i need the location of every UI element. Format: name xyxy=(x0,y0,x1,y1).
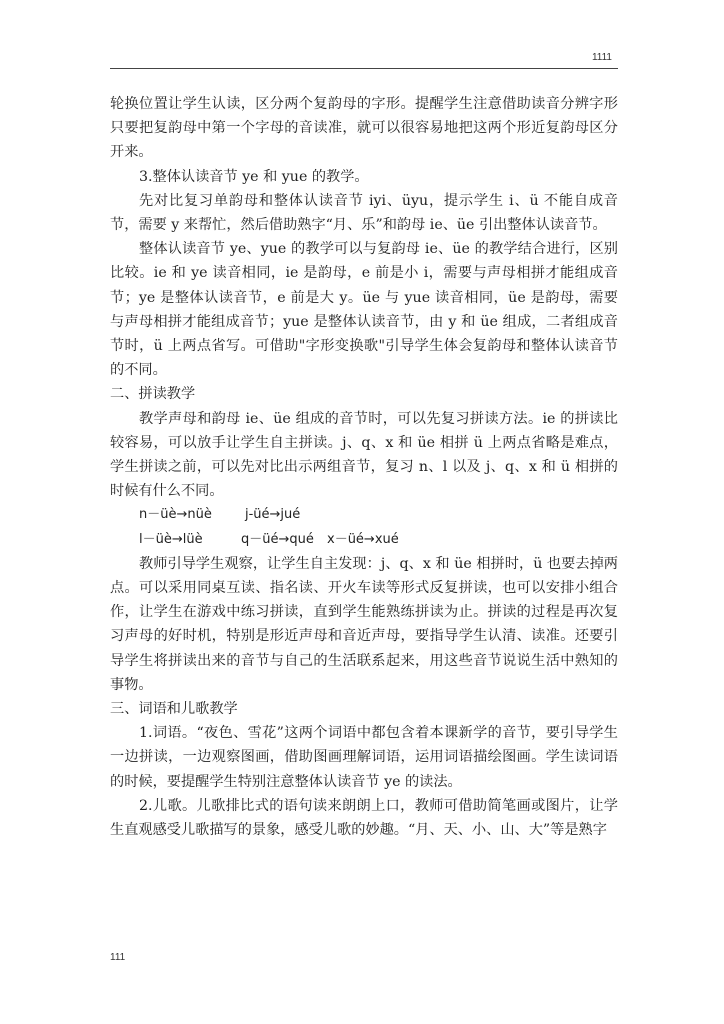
paragraph-2: 先对比复习单韵母和整体认读音节 iyi、üyu，提示学生 i、ü 不能自成音节，需要 y 来帮忙，然后借助熟字“月、乐”和韵母 ie、üe 引出整体认读音节。 xyxy=(110,192,618,234)
heading-words-and-rhymes: 三、词语和儿歌教学 xyxy=(110,701,238,718)
formula-q-ue: q－üé→qué xyxy=(241,531,314,547)
paragraph-4: 教学声母和韵母 ie、üe 组成的音节时，可以先复习拼读方法。ie 的拼读比较容易，可以放手让学生自主拼读。j、q、x 和 üe 相拼 ü 上两点省略是难点，学生拼读之前，可以先对比出示两组音节，复习 n、l 以及 j、q、x 和 ü 相拼的时候有什么不同。 xyxy=(110,410,618,500)
formula-x-ue: x－üé→xué xyxy=(327,531,399,547)
formula-row-2 xyxy=(110,528,618,552)
formula-j-ue: j-üé→jué xyxy=(245,507,301,523)
paragraph-1: 轮换位置让学生认读，区分两个复韵母的字形。提醒学生注意借助读音分辨字形只要把复韵母中第一个字母的音读准，就可以很容易地把这两个形近复韵母区分开来。 xyxy=(110,96,618,161)
formula-l-ue: l－üè→lüè xyxy=(139,531,203,547)
formula-n-ue: n－üè→nüè xyxy=(139,507,212,523)
paragraph-5: 教师引导学生观察，让学生自主发现：j、q、x 和 üe 相拼时，ü 也要去掉两点。可以采用同桌互读、指名读、开火车读等形式反复拼读，也可以安排小组合作，让学生在游戏中练习拼读，直到学生能熟练拼读为止。拼读的过程是再次复习声母的好时机，特别是形近声母和音近声母，要指导学生认清、读准。还要引导学生将拼读出来的音节与自己的生活联系起来，用这些音节说说生活中熟知的事物。 xyxy=(110,555,618,693)
footer-page-number: 111 xyxy=(110,952,126,963)
paragraph-words: 1.词语。“夜色、雪花”这两个词语中都包含着本课新学的音节，要引导学生一边拼读，一边观察图画，借助图画理解词语，运用词语描绘图画。学生读词语的时候，要提醒学生特别注意整体认读音节 ye 的读法。 xyxy=(110,725,618,790)
document-body xyxy=(110,92,618,842)
paragraph-3: 整体认读音节 ye、yue 的教学可以与复韵母 ie、üe 的教学结合进行，区别比较。ie 和 ye 读音相同，ie 是韵母，e 前是小 i，需要与声母相拼才能组成音节；ye 是整体认读音节，e 前是大 y。üe 与 yue 读音相同，üe 是韵母，需要与声母相拼才能组成音节；yue 是整体认读音节，由 y 和 üe 组成，二者组成音节时，ü 上两点省写。可借助"字形变换歌"引导学生体会复韵母和整体认读音节的不同。 xyxy=(110,241,618,379)
paragraph-rhymes: 2.儿歌。儿歌排比式的语句读来朗朗上口，教师可借助简笔画或图片，让学生直观感受儿歌描写的景象，感受儿歌的妙趣。“月、天、小、山、大”等是熟字 xyxy=(110,797,618,839)
header-page-number: 1111 xyxy=(591,52,612,63)
formula-row-1 xyxy=(110,503,618,527)
heading-pinyin-reading: 二、拼读教学 xyxy=(110,386,196,403)
header-divider xyxy=(110,68,618,69)
section-3-heading: 3.整体认读音节 ye 和 yue 的教学。 xyxy=(139,168,369,185)
